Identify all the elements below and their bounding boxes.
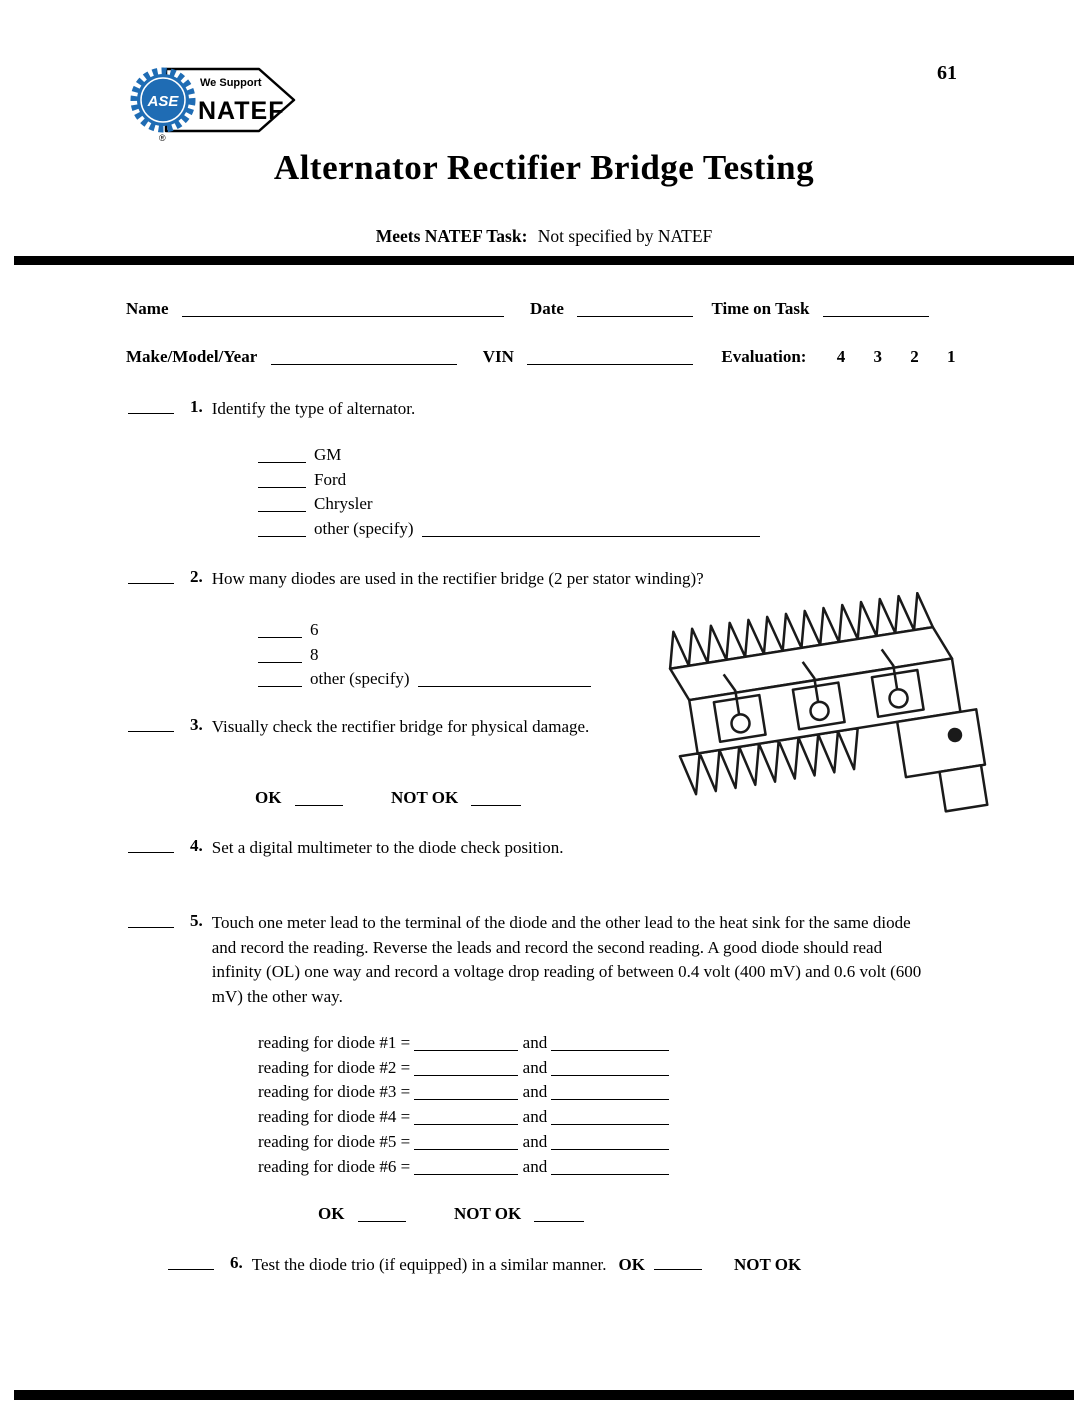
- ase-text: ASE: [147, 93, 179, 110]
- evaluation-label: Evaluation:: [721, 347, 807, 366]
- registered-mark: ®: [159, 133, 166, 143]
- bottom-divider: [14, 1390, 1074, 1400]
- name-date-row: [126, 299, 929, 319]
- reading-label: reading for diode #1 =: [258, 1033, 411, 1052]
- reading-blank-2: [551, 1161, 669, 1175]
- question-2-number: 2.: [190, 567, 203, 586]
- name-label: Name: [126, 299, 169, 318]
- option-blank: [258, 498, 306, 512]
- option-row: [258, 618, 599, 643]
- question-2-score-blank: [128, 567, 174, 584]
- question-2: [128, 567, 704, 592]
- page-number: 61: [937, 62, 957, 84]
- not-ok-label: NOT OK: [733, 1255, 802, 1274]
- question-5-ok-row: [318, 1204, 584, 1224]
- reading-blank-1: [414, 1062, 518, 1076]
- question-1-number: 1.: [190, 397, 203, 416]
- option-label: GM: [314, 445, 342, 464]
- diode: [730, 713, 751, 734]
- option-blank: [258, 673, 302, 687]
- and-label: and: [522, 1057, 548, 1077]
- reading-row: [258, 1080, 669, 1105]
- we-support-text: We Support: [200, 77, 262, 89]
- other-specify-blank: [418, 673, 591, 687]
- ok-blank: [358, 1208, 406, 1222]
- question-4-number: 4.: [190, 836, 203, 855]
- vehicle-row: [126, 347, 955, 367]
- ok-label: OK: [618, 1255, 645, 1274]
- option-label: other (specify): [314, 518, 414, 538]
- reading-label: reading for diode #5 =: [258, 1131, 411, 1151]
- question-4: [128, 836, 632, 861]
- question-6-number: 6.: [230, 1253, 243, 1272]
- question-5-text: Touch one meter lead to the terminal of the diode and the other lead to the heat sink for the same diode and record the reading. Reverse the leads and record the second reading. A good diode should read infinity (OL) one way and record a voltage drop reading of between 0.4 volt (400 mV) and 0.6 volt (600 mV) the other way.: [211, 913, 922, 1006]
- ok-label: OK: [318, 1204, 345, 1223]
- question-1: [128, 397, 415, 422]
- question-3-score-blank: [128, 715, 174, 732]
- name-blank: [182, 303, 504, 317]
- question-3-text: Visually check the rectifier bridge for physical damage.: [211, 717, 590, 736]
- natef-logo-graphic: [126, 56, 298, 144]
- diode-readings-list: [258, 1031, 669, 1179]
- option-blank: [258, 523, 306, 537]
- option-label: 6: [310, 620, 319, 639]
- option-label: Chrysler: [314, 494, 373, 514]
- diode: [888, 688, 909, 709]
- option-row: [258, 443, 768, 468]
- question-3: [128, 715, 632, 740]
- make-model-year-label: Make/Model/Year: [126, 347, 258, 366]
- reading-row: [258, 1056, 669, 1081]
- question-3-ok-row: [255, 788, 521, 808]
- reading-label: reading for diode #2 =: [258, 1057, 411, 1077]
- not-ok-blank: [471, 792, 521, 806]
- natef-text: NATEF: [198, 97, 285, 125]
- and-label: and: [522, 1131, 548, 1151]
- reading-blank-2: [551, 1086, 669, 1100]
- question-5-score-blank: [128, 911, 174, 928]
- mounting-hole: [948, 728, 962, 742]
- page-title: Alternator Rectifier Bridge Testing: [273, 148, 815, 187]
- evaluation-score-3: 3: [873, 347, 882, 366]
- reading-label: reading for diode #6 =: [258, 1156, 411, 1176]
- vin-label: VIN: [482, 347, 514, 366]
- option-label: other (specify): [310, 669, 410, 689]
- evaluation-score-1: 1: [946, 347, 956, 366]
- other-specify-blank: [422, 523, 760, 537]
- option-row: [258, 517, 768, 542]
- reading-row: [258, 1155, 669, 1180]
- not-ok-label: NOT OK: [390, 788, 459, 807]
- option-row: [258, 492, 768, 517]
- make-model-year-blank: [271, 351, 457, 365]
- option-blank: [258, 449, 306, 463]
- reading-blank-1: [414, 1111, 518, 1125]
- question-6-score-blank: [168, 1253, 214, 1270]
- option-label: Ford: [314, 469, 347, 489]
- reading-blank-2: [551, 1062, 669, 1076]
- reading-blank-2: [551, 1037, 669, 1051]
- ok-label: OK: [255, 788, 282, 807]
- vin-blank: [527, 351, 693, 365]
- ok-blank: [654, 1253, 702, 1270]
- question-1-text: Identify the type of alternator.: [211, 399, 416, 418]
- ok-blank: [295, 792, 343, 806]
- reading-blank-2: [551, 1136, 669, 1150]
- question-4-text: Set a digital multimeter to the diode check position.: [211, 838, 564, 857]
- reading-label: reading for diode #4 =: [258, 1107, 411, 1127]
- evaluation-score-2: 2: [910, 347, 919, 366]
- question-2-text: How many diodes are used in the rectifier bridge (2 per stator winding)?: [211, 569, 704, 588]
- evaluation-score-4: 4: [836, 347, 846, 366]
- reading-blank-1: [414, 1037, 518, 1051]
- top-divider: [14, 256, 1074, 265]
- reading-blank-1: [414, 1086, 518, 1100]
- reading-row: [258, 1031, 669, 1056]
- question-6-text: Test the diode trio (if equipped) in a similar manner.: [251, 1255, 607, 1274]
- option-row: [258, 643, 599, 668]
- reading-blank-1: [414, 1136, 518, 1150]
- question-5-number: 5.: [190, 911, 203, 930]
- and-label: and: [522, 1107, 548, 1127]
- option-row: [258, 667, 599, 692]
- question-1-score-blank: [128, 397, 174, 414]
- reading-row: [258, 1130, 669, 1155]
- question-2-options: [258, 618, 599, 692]
- not-ok-blank: [534, 1208, 584, 1222]
- meets-natef-task-line: [0, 226, 1088, 247]
- date-label: Date: [529, 299, 564, 318]
- question-1-options: [258, 443, 768, 541]
- reading-blank-1: [414, 1161, 518, 1175]
- diode: [809, 701, 830, 722]
- not-ok-label: NOT OK: [453, 1204, 522, 1223]
- option-blank: [258, 624, 302, 638]
- reading-row: [258, 1105, 669, 1130]
- meets-natef-task-label: Meets NATEF Task:: [375, 226, 528, 246]
- time-on-task-blank: [823, 303, 929, 317]
- mounting-foot: [940, 765, 988, 811]
- option-blank: [258, 649, 302, 663]
- option-row: [258, 468, 768, 493]
- and-label: and: [522, 1156, 548, 1176]
- question-6: [168, 1253, 801, 1278]
- rectifier-bridge-illustration: [648, 592, 1020, 889]
- option-label: 8: [310, 644, 319, 664]
- question-3-number: 3.: [190, 715, 203, 734]
- date-blank: [577, 303, 693, 317]
- option-blank: [258, 474, 306, 488]
- meets-natef-task-value: Not specified by NATEF: [537, 226, 713, 246]
- question-4-score-blank: [128, 836, 174, 853]
- time-on-task-label: Time on Task: [711, 299, 810, 318]
- and-label: and: [522, 1033, 548, 1052]
- reading-blank-2: [551, 1111, 669, 1125]
- and-label: and: [522, 1082, 548, 1102]
- question-5: [128, 911, 934, 1009]
- natef-logo: [126, 56, 298, 149]
- reading-label: reading for diode #3 =: [258, 1082, 411, 1102]
